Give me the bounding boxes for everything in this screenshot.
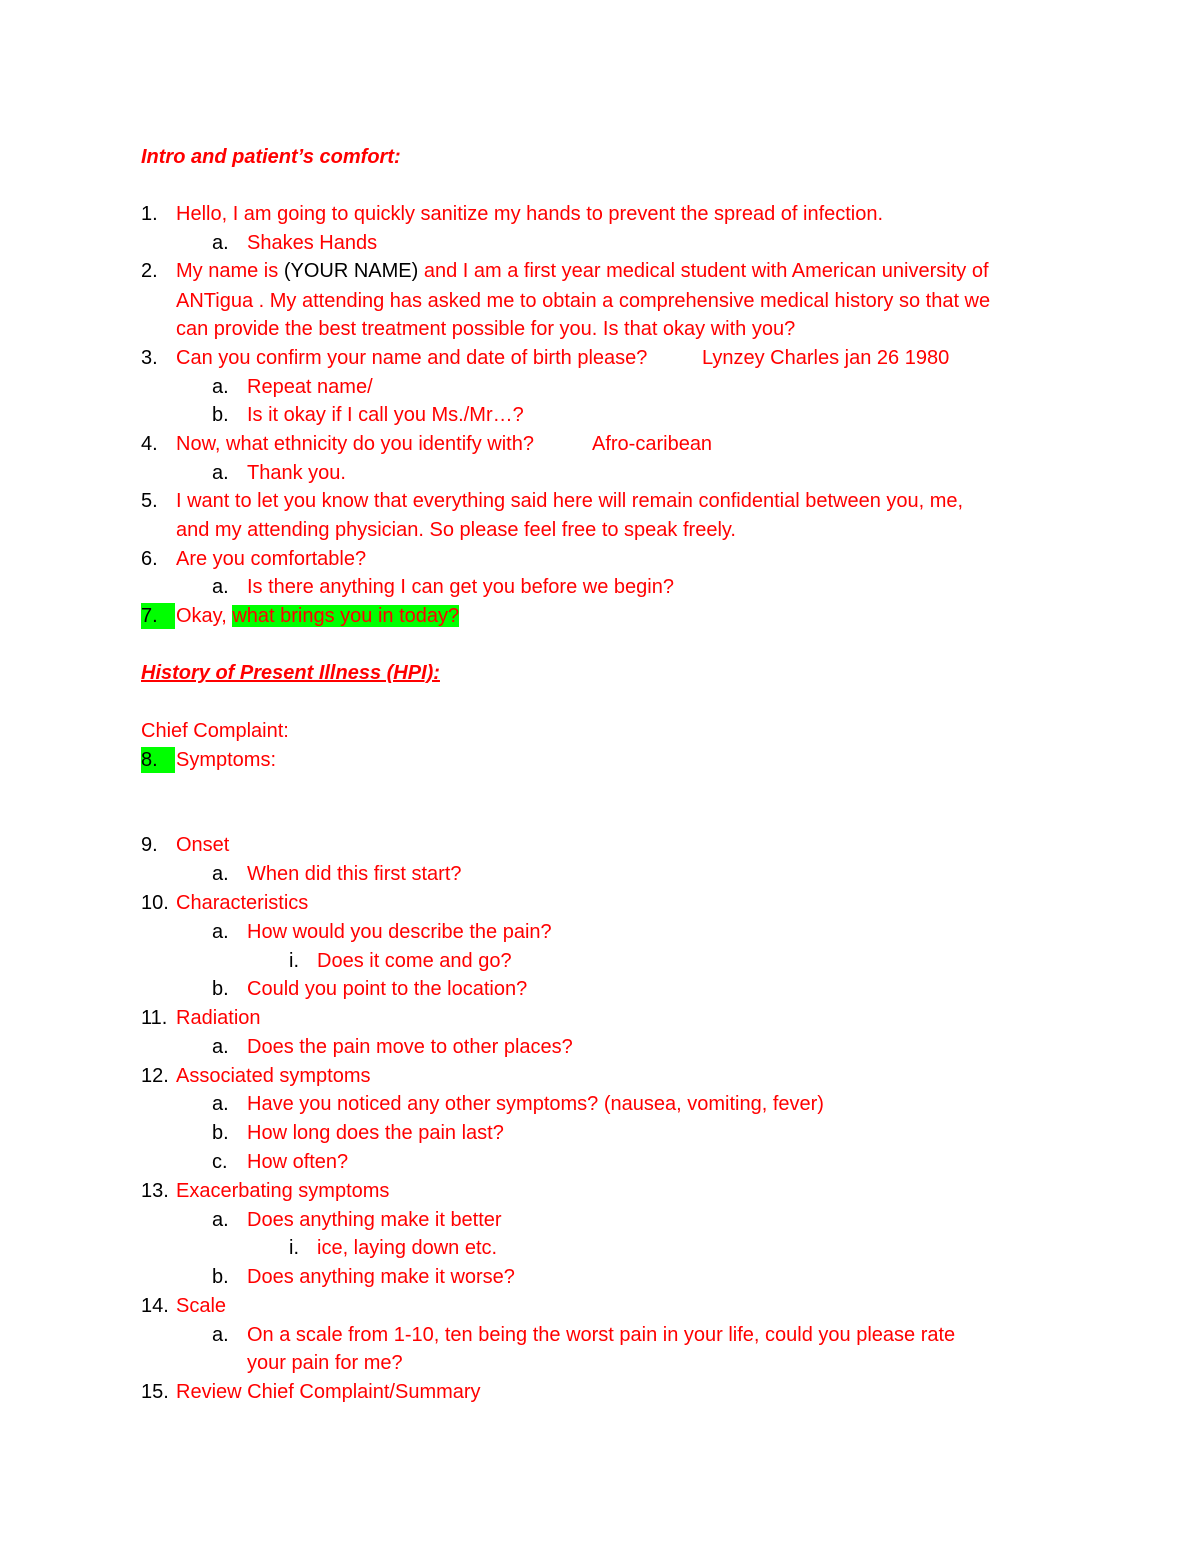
list-number: 4.: [141, 433, 158, 455]
list-item-text: I want to let you know that everything said here will remain confidential between you, me,: [176, 490, 964, 512]
list-item-continuation: ANTigua . My attending has asked me to obtain a comprehensive medical history so that we: [176, 290, 991, 312]
section-heading-hpi: History of Present Illness (HPI):: [141, 662, 440, 684]
list-number: 6.: [141, 548, 158, 570]
list-letter: b.: [212, 1266, 229, 1288]
list-number: 3.: [141, 347, 158, 369]
list-number: 2.: [141, 260, 158, 282]
list-item-text: Is there anything I can get you before we begin?: [247, 576, 674, 598]
list-number: 7.: [141, 603, 175, 629]
list-item-text: Onset: [176, 834, 230, 856]
list-number: 12.: [141, 1065, 169, 1087]
list-item-text: Is it okay if I call you Ms./Mr…?: [247, 404, 524, 426]
text-segment: My name is: [176, 260, 284, 282]
list-letter: b.: [212, 978, 229, 1000]
list-number: 5.: [141, 490, 158, 512]
answer-text: Afro-caribean: [592, 433, 713, 455]
list-item-text: Symptoms:: [176, 749, 277, 771]
list-item-text: How would you describe the pain?: [247, 921, 552, 943]
list-item-text: Review Chief Complaint/Summary: [176, 1381, 481, 1403]
list-letter: a.: [212, 1036, 229, 1058]
list-letter: a.: [212, 1324, 229, 1346]
list-item-text: [176, 603, 459, 629]
list-letter: a.: [212, 1093, 229, 1115]
list-letter: a.: [212, 1209, 229, 1231]
list-item-text: Thank you.: [247, 462, 346, 484]
list-item-text: Exacerbating symptoms: [176, 1180, 390, 1202]
list-item-text: Does it come and go?: [317, 950, 512, 972]
list-number: 1.: [141, 203, 158, 225]
list-item-text: When did this first start?: [247, 863, 462, 885]
list-item-text: On a scale from 1-10, ten being the worst pain in your life, could you please rate: [247, 1324, 956, 1346]
list-item-text: Now, what ethnicity do you identify with?: [176, 433, 534, 455]
list-item-text: Are you comfortable?: [176, 548, 367, 570]
text-segment: Okay,: [176, 605, 233, 627]
list-letter: a.: [212, 576, 229, 598]
list-number: 13.: [141, 1180, 169, 1202]
list-letter: a.: [212, 376, 229, 398]
list-item-text: Could you point to the location?: [247, 978, 528, 1000]
list-item-text: Shakes Hands: [247, 232, 378, 254]
list-item-text: Have you noticed any other symptoms? (nausea, vomiting, fever): [247, 1093, 824, 1115]
list-roman: i.: [289, 950, 299, 972]
list-item-text: Radiation: [176, 1007, 261, 1029]
list-number: 8.: [141, 747, 175, 773]
list-number: 15.: [141, 1381, 169, 1403]
list-letter: a.: [212, 921, 229, 943]
list-letter: a.: [212, 863, 229, 885]
list-item-continuation: can provide the best treatment possible for you. Is that okay with you?: [176, 318, 796, 340]
list-item-text: Does anything make it better: [247, 1209, 502, 1231]
list-number: 11.: [141, 1007, 168, 1029]
list-number: 9.: [141, 834, 158, 856]
list-item-text: Does anything make it worse?: [247, 1266, 515, 1288]
list-number: 14.: [141, 1295, 169, 1317]
chief-complaint-label: Chief Complaint:: [141, 720, 289, 742]
list-item-text: Does the pain move to other places?: [247, 1036, 573, 1058]
list-item-text: Scale: [176, 1295, 227, 1317]
list-item-continuation: your pain for me?: [247, 1352, 403, 1374]
list-letter: b.: [212, 1122, 229, 1144]
text-segment: and I am a first year medical student with American university of: [418, 260, 989, 282]
list-item-text: Hello, I am going to quickly sanitize my hands to prevent the spread of infection.: [176, 203, 884, 225]
list-item-text: Repeat name/: [247, 376, 373, 398]
list-item-text: How often?: [247, 1151, 349, 1173]
list-letter: a.: [212, 462, 229, 484]
list-letter: a.: [212, 232, 229, 254]
section-heading-intro: Intro and patient’s comfort:: [141, 146, 401, 168]
name-placeholder: (YOUR NAME): [283, 260, 419, 282]
list-number: 10.: [141, 892, 169, 914]
list-letter: b.: [212, 404, 229, 426]
list-item-text: Associated symptoms: [176, 1065, 371, 1087]
list-item-text: [176, 258, 989, 284]
list-item-text: Characteristics: [176, 892, 309, 914]
list-item-text: How long does the pain last?: [247, 1122, 504, 1144]
highlighted-text: what brings you in today?: [232, 605, 460, 627]
list-item-continuation: and my attending physician. So please feel free to speak freely.: [176, 519, 736, 541]
list-roman: i.: [289, 1237, 299, 1259]
list-item-text: Can you confirm your name and date of birth please?: [176, 347, 648, 369]
list-letter: c.: [212, 1151, 228, 1173]
answer-text: Lynzey Charles jan 26 1980: [702, 347, 950, 369]
list-item-text: ice, laying down etc.: [317, 1237, 498, 1259]
